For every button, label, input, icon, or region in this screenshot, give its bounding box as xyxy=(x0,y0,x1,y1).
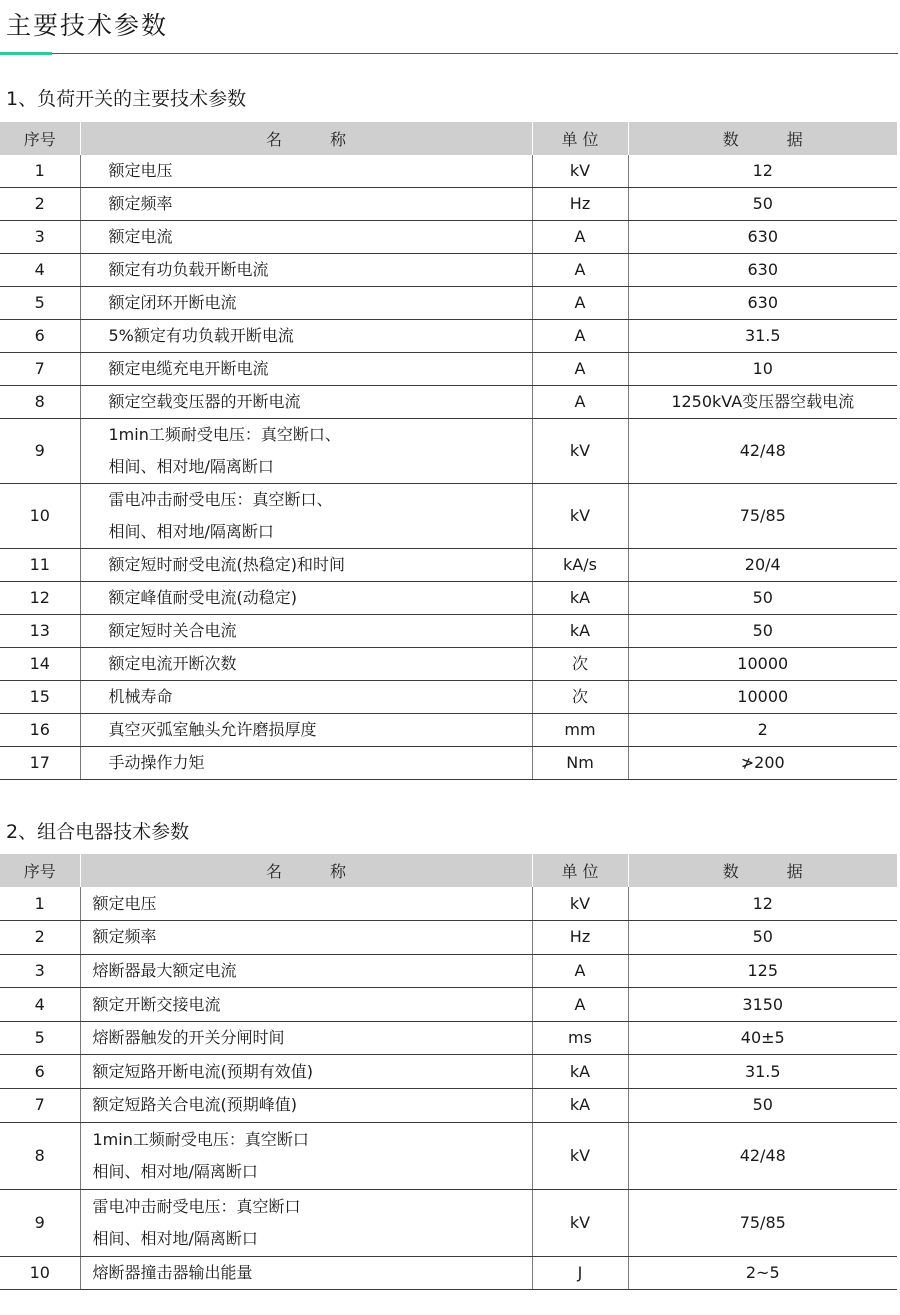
col-header-value: 数 据 xyxy=(628,122,897,155)
param-unit: kA xyxy=(532,582,628,615)
row-number: 5 xyxy=(0,287,80,320)
param-name-line: 熔断器撞击器输出能量 xyxy=(92,1262,253,1282)
table-row xyxy=(0,648,897,681)
param-value: 630 xyxy=(628,287,897,320)
row-number: 1 xyxy=(0,155,80,188)
param-name xyxy=(80,1055,532,1089)
table-row xyxy=(0,386,897,419)
row-number: 16 xyxy=(0,714,80,747)
param-unit: J xyxy=(532,1256,628,1290)
param-unit: kV xyxy=(532,484,628,549)
table-row xyxy=(0,615,897,648)
table-header-row xyxy=(0,854,897,887)
col-header-unit: 单 位 xyxy=(532,854,628,887)
param-value: ≯200 xyxy=(628,747,897,780)
row-number: 7 xyxy=(0,1089,80,1123)
row-number: 2 xyxy=(0,921,80,955)
row-number: 15 xyxy=(0,681,80,714)
col-header-no: 序号 xyxy=(0,122,80,155)
param-value: 42/48 xyxy=(628,419,897,484)
param-unit: mm xyxy=(532,714,628,747)
section-heading-2: 2、组合电器技术参数 xyxy=(6,821,190,843)
param-name-line: 额定电压 xyxy=(92,893,157,913)
param-name-line: 相间、相对地/隔离断口 xyxy=(108,522,274,542)
load-switch-params-table xyxy=(0,122,897,780)
title-divider xyxy=(0,50,900,54)
param-value: 20/4 xyxy=(628,549,897,582)
param-value: 125 xyxy=(628,954,897,988)
param-name xyxy=(80,221,532,254)
row-number: 5 xyxy=(0,1021,80,1055)
param-name xyxy=(80,1021,532,1055)
param-name-line: 机械寿命 xyxy=(108,687,173,707)
param-unit: 次 xyxy=(532,681,628,714)
param-unit: A xyxy=(532,386,628,419)
row-number: 12 xyxy=(0,582,80,615)
title-rule-line xyxy=(52,53,898,54)
param-value: 31.5 xyxy=(628,1055,897,1089)
param-name xyxy=(80,747,532,780)
param-value: 75/85 xyxy=(628,1189,897,1256)
param-name-line: 额定电流 xyxy=(108,227,173,247)
param-value: 10000 xyxy=(628,681,897,714)
param-name xyxy=(80,386,532,419)
param-name-line: 额定电缆充电开断电流 xyxy=(108,359,269,379)
row-number: 17 xyxy=(0,747,80,780)
page-title: 主要技术参数 xyxy=(6,11,169,40)
table-row xyxy=(0,1021,897,1055)
param-name xyxy=(80,188,532,221)
param-name xyxy=(80,921,532,955)
param-value: 50 xyxy=(628,582,897,615)
table-row xyxy=(0,681,897,714)
param-name-line: 额定短时关合电流 xyxy=(108,621,237,641)
param-value: 1250kVA变压器空载电流 xyxy=(628,386,897,419)
param-value: 40±5 xyxy=(628,1021,897,1055)
param-name xyxy=(80,954,532,988)
table-row xyxy=(0,1256,897,1290)
row-number: 1 xyxy=(0,887,80,921)
row-number: 11 xyxy=(0,549,80,582)
param-name-line: 5%额定有功负载开断电流 xyxy=(108,326,294,346)
row-number: 6 xyxy=(0,1055,80,1089)
param-name-line: 相间、相对地/隔离断口 xyxy=(92,1161,258,1181)
param-name-line: 额定电流开断次数 xyxy=(108,654,237,674)
col-header-no: 序号 xyxy=(0,854,80,887)
param-name-line: 熔断器最大额定电流 xyxy=(92,960,237,980)
param-unit: ms xyxy=(532,1021,628,1055)
param-name xyxy=(80,1189,532,1256)
param-name xyxy=(80,615,532,648)
section-heading-1: 1、负荷开关的主要技术参数 xyxy=(6,88,247,110)
param-value: 630 xyxy=(628,254,897,287)
param-value: 630 xyxy=(628,221,897,254)
table-row xyxy=(0,254,897,287)
param-name xyxy=(80,287,532,320)
param-value: 42/48 xyxy=(628,1122,897,1189)
table-row xyxy=(0,320,897,353)
param-name xyxy=(80,320,532,353)
param-unit: A xyxy=(532,287,628,320)
param-value: 12 xyxy=(628,887,897,921)
table-row xyxy=(0,419,897,484)
row-number: 6 xyxy=(0,320,80,353)
param-name xyxy=(80,887,532,921)
combined-apparatus-params-table xyxy=(0,854,897,1290)
param-unit: kV xyxy=(532,887,628,921)
param-value: 75/85 xyxy=(628,484,897,549)
param-value: 50 xyxy=(628,921,897,955)
table-row xyxy=(0,1189,897,1256)
param-value: 50 xyxy=(628,188,897,221)
param-unit: Nm xyxy=(532,747,628,780)
row-number: 3 xyxy=(0,954,80,988)
param-name xyxy=(80,714,532,747)
param-name xyxy=(80,1256,532,1290)
param-value: 2 xyxy=(628,714,897,747)
table-row xyxy=(0,747,897,780)
param-name-line: 额定频率 xyxy=(92,927,157,947)
param-unit: kA xyxy=(532,1089,628,1123)
table-row xyxy=(0,1089,897,1123)
param-name-line: 相间、相对地/隔离断口 xyxy=(108,457,274,477)
param-name-line: 手动操作力矩 xyxy=(108,753,205,773)
table-row xyxy=(0,582,897,615)
param-name-line: 雷电冲击耐受电压：真空断口 xyxy=(92,1196,301,1216)
param-unit: kV xyxy=(532,1122,628,1189)
param-name-line: 额定开断交接电流 xyxy=(92,994,221,1014)
param-name-line: 额定短路开断电流(预期有效值) xyxy=(92,1061,313,1081)
row-number: 14 xyxy=(0,648,80,681)
table-row xyxy=(0,1055,897,1089)
param-name xyxy=(80,582,532,615)
param-name xyxy=(80,419,532,484)
param-name-line: 额定频率 xyxy=(108,194,173,214)
param-name-line: 额定短路关合电流(预期峰值) xyxy=(92,1095,297,1115)
param-name-line: 额定有功负载开断电流 xyxy=(108,260,269,280)
param-name-line: 1min工频耐受电压：真空断口、 xyxy=(108,425,341,445)
param-name xyxy=(80,1122,532,1189)
param-value: 10000 xyxy=(628,648,897,681)
param-unit: kA/s xyxy=(532,549,628,582)
row-number: 7 xyxy=(0,353,80,386)
param-name-line: 额定闭环开断电流 xyxy=(108,293,237,313)
param-value: 10 xyxy=(628,353,897,386)
row-number: 9 xyxy=(0,1189,80,1256)
param-unit: A xyxy=(532,221,628,254)
param-unit: Hz xyxy=(532,921,628,955)
table-row xyxy=(0,921,897,955)
param-name xyxy=(80,681,532,714)
param-unit: kV xyxy=(532,419,628,484)
row-number: 3 xyxy=(0,221,80,254)
row-number: 9 xyxy=(0,419,80,484)
table-row xyxy=(0,954,897,988)
row-number: 10 xyxy=(0,484,80,549)
param-unit: kV xyxy=(532,1189,628,1256)
param-unit: A xyxy=(532,988,628,1022)
table-row xyxy=(0,188,897,221)
param-unit: A xyxy=(532,353,628,386)
param-name xyxy=(80,648,532,681)
param-name xyxy=(80,484,532,549)
param-value: 12 xyxy=(628,155,897,188)
table-row xyxy=(0,1122,897,1189)
table-row xyxy=(0,549,897,582)
param-value: 31.5 xyxy=(628,320,897,353)
param-name-line: 额定电压 xyxy=(108,161,173,181)
param-value: 50 xyxy=(628,615,897,648)
table-row xyxy=(0,988,897,1022)
param-unit: 次 xyxy=(532,648,628,681)
table-header-row xyxy=(0,122,897,155)
param-unit: Hz xyxy=(532,188,628,221)
col-header-unit: 单 位 xyxy=(532,122,628,155)
row-number: 2 xyxy=(0,188,80,221)
param-name-line: 额定空载变压器的开断电流 xyxy=(108,392,301,412)
table-row xyxy=(0,287,897,320)
param-unit: kA xyxy=(532,1055,628,1089)
param-unit: A xyxy=(532,954,628,988)
param-name xyxy=(80,155,532,188)
param-value: 2~5 xyxy=(628,1256,897,1290)
col-header-name: 名 称 xyxy=(80,122,532,155)
row-number: 4 xyxy=(0,988,80,1022)
param-value: 3150 xyxy=(628,988,897,1022)
title-accent-bar xyxy=(0,52,52,55)
row-number: 13 xyxy=(0,615,80,648)
row-number: 4 xyxy=(0,254,80,287)
table-row xyxy=(0,484,897,549)
param-name xyxy=(80,549,532,582)
param-name xyxy=(80,988,532,1022)
row-number: 10 xyxy=(0,1256,80,1290)
table-row xyxy=(0,887,897,921)
table-row xyxy=(0,221,897,254)
param-unit: A xyxy=(532,320,628,353)
param-name-line: 相间、相对地/隔离断口 xyxy=(92,1228,258,1248)
col-header-name: 名 称 xyxy=(80,854,532,887)
table-row xyxy=(0,714,897,747)
table-row xyxy=(0,353,897,386)
param-name xyxy=(80,353,532,386)
param-unit: A xyxy=(532,254,628,287)
param-name-line: 雷电冲击耐受电压：真空断口、 xyxy=(108,490,333,510)
param-unit: kA xyxy=(532,615,628,648)
param-name-line: 真空灭弧室触头允许磨损厚度 xyxy=(108,720,317,740)
param-name-line: 1min工频耐受电压：真空断口 xyxy=(92,1129,309,1149)
table-row xyxy=(0,155,897,188)
col-header-value: 数 据 xyxy=(628,854,897,887)
param-name xyxy=(80,254,532,287)
param-name-line: 额定峰值耐受电流(动稳定) xyxy=(108,588,297,608)
param-name-line: 额定短时耐受电流(热稳定)和时间 xyxy=(108,555,345,575)
row-number: 8 xyxy=(0,386,80,419)
param-name xyxy=(80,1089,532,1123)
row-number: 8 xyxy=(0,1122,80,1189)
param-unit: kV xyxy=(532,155,628,188)
param-name-line: 熔断器触发的开关分闸时间 xyxy=(92,1028,285,1048)
param-value: 50 xyxy=(628,1089,897,1123)
